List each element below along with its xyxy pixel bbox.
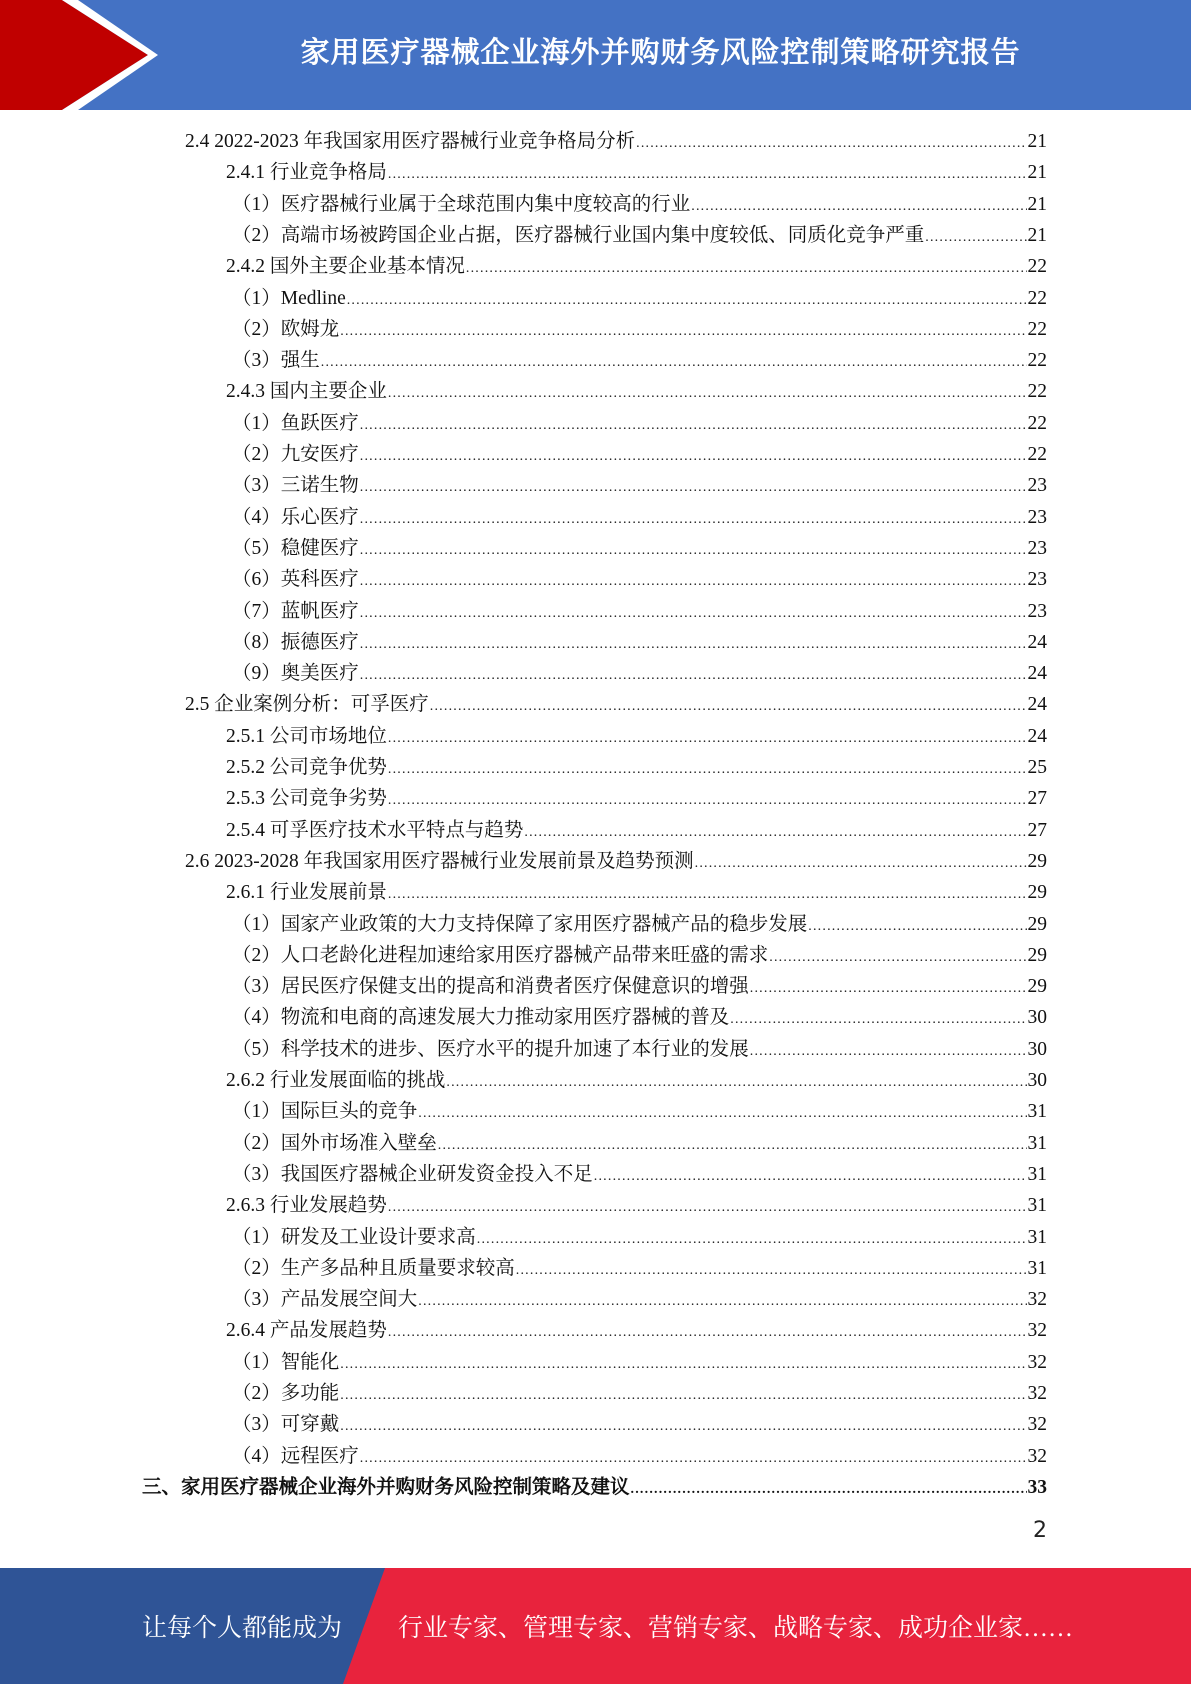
toc-entry-title: 2.5 企业案例分析：可孚医疗	[185, 694, 429, 716]
toc-entry-title: 2.6.4 产品发展趋势	[226, 1320, 387, 1342]
toc-entry[interactable]	[232, 408, 1047, 439]
toc-entry[interactable]	[232, 1159, 1047, 1190]
toc-entry-title: 2.5.1 公司市场地位	[226, 725, 387, 747]
toc-entry-title: 2.5.3 公司竞争劣势	[226, 788, 387, 810]
toc-entry-page: 31	[1027, 1163, 1047, 1185]
toc-entry-page: 25	[1027, 757, 1047, 778]
toc-dot-leader	[388, 1317, 1027, 1348]
toc-entry-page: 32	[1027, 1351, 1047, 1373]
toc-entry-page: 23	[1027, 569, 1047, 591]
toc-entry-title: 2.4 2022-2023 年我国家用医疗器械行业竞争格局分析	[185, 131, 636, 152]
toc-entry-title: 2.6 2023-2028 年我国家用医疗器械行业发展前景及趋势预测	[185, 850, 694, 872]
toc-entry[interactable]	[226, 157, 1047, 188]
toc-dot-leader	[516, 1255, 1027, 1286]
toc-entry-page: 23	[1027, 537, 1047, 559]
toc-dot-leader	[769, 942, 1026, 973]
toc-entry[interactable]	[232, 314, 1047, 345]
toc-dot-leader	[360, 566, 1027, 597]
toc-entry[interactable]	[232, 1002, 1047, 1033]
toc-entry-page: 27	[1027, 819, 1047, 841]
toc-entry[interactable]	[232, 283, 1047, 314]
toc-entry[interactable]	[226, 251, 1047, 282]
toc-entry[interactable]	[232, 658, 1047, 689]
page-footer	[0, 1568, 1191, 1684]
toc-entry[interactable]	[232, 627, 1047, 658]
toc-entry[interactable]	[232, 1441, 1047, 1472]
toc-entry-page: 23	[1027, 475, 1047, 497]
toc-entry-title: （3）居民医疗保健支出的提高和消费者医疗保健意识的增强	[232, 976, 749, 998]
toc-entry-page: 29	[1027, 976, 1047, 998]
toc-entry-title: （1）国际巨头的竞争	[232, 1101, 418, 1123]
toc-entry[interactable]	[226, 783, 1047, 814]
toc-entry-page: 21	[1027, 131, 1047, 152]
toc-entry-title: 2.4.1 行业竞争格局	[226, 162, 387, 184]
toc-entry-page: 32	[1027, 1289, 1047, 1311]
toc-entry[interactable]	[232, 909, 1047, 940]
toc-entry-title: （3）可穿戴	[232, 1414, 340, 1436]
toc-entry-page: 21	[1027, 193, 1047, 215]
toc-entry[interactable]	[232, 502, 1047, 533]
toc-entry[interactable]	[185, 126, 1047, 157]
toc-dot-leader	[695, 848, 1027, 879]
toc-dot-leader	[594, 1161, 1027, 1192]
toc-entry-title: （2）高端市场被跨国企业占据，医疗器械行业国内集中度较低、同质化竞争严重	[232, 224, 925, 246]
toc-dot-leader	[524, 817, 1026, 848]
toc-entry-title: （3）三诺生物	[232, 475, 359, 497]
toc-dot-leader	[388, 1192, 1027, 1223]
toc-entry[interactable]	[185, 689, 1047, 720]
toc-entry[interactable]	[232, 1347, 1047, 1378]
toc-entry[interactable]	[226, 1190, 1047, 1221]
toc-entry-page: 23	[1027, 506, 1047, 528]
toc-entry[interactable]	[232, 940, 1047, 971]
toc-entry-title: 2.4.3 国内主要企业	[226, 381, 387, 403]
toc-entry-title: （2）多功能	[232, 1383, 340, 1404]
toc-dot-leader	[360, 660, 1027, 691]
toc-entry-page: 27	[1027, 788, 1047, 810]
toc-entry[interactable]	[232, 1222, 1047, 1253]
toc-dot-leader	[636, 128, 1026, 159]
toc-entry-title: （1）智能化	[232, 1351, 340, 1373]
toc-entry-page: 33	[1027, 1476, 1047, 1498]
toc-entry-title: 2.6.2 行业发展面临的挑战	[226, 1070, 446, 1091]
toc-entry-title: （2）九安医疗	[232, 444, 359, 465]
toc-entry-page: 31	[1027, 1101, 1047, 1123]
toc-entry-page: 21	[1027, 162, 1047, 184]
toc-entry-page: 31	[1027, 1132, 1047, 1154]
toc-entry[interactable]	[232, 1284, 1047, 1315]
toc-dot-leader	[360, 598, 1027, 629]
toc-dot-leader	[388, 785, 1027, 816]
toc-entry-title: （6）英科医疗	[232, 569, 359, 591]
toc-dot-leader	[418, 1098, 1026, 1129]
toc-entry[interactable]	[232, 345, 1047, 376]
toc-entry-page: 22	[1027, 256, 1047, 278]
toc-dot-leader	[388, 378, 1027, 409]
toc-entry-page: 22	[1027, 318, 1047, 340]
toc-dot-leader	[340, 1349, 1026, 1380]
toc-entry-title: （8）振德医疗	[232, 631, 359, 653]
toc-dot-leader	[360, 441, 1027, 472]
toc-entry[interactable]	[232, 564, 1047, 595]
toc-entry-title: （2）生产多品种且质量要求较高	[232, 1257, 515, 1279]
toc-dot-leader	[388, 754, 1027, 785]
toc-entry-title: （4）乐心医疗	[232, 506, 359, 528]
toc-entry[interactable]	[226, 877, 1047, 908]
toc-dot-leader	[340, 1380, 1026, 1411]
toc-entry-page: 29	[1027, 913, 1047, 935]
toc-entry[interactable]	[232, 189, 1047, 220]
toc-dot-leader	[750, 973, 1027, 1004]
toc-dot-leader	[347, 285, 1027, 316]
toc-entry-title: （9）奥美医疗	[232, 663, 359, 685]
toc-entry-title: 2.6.3 行业发展趋势	[226, 1195, 387, 1217]
toc-entry[interactable]	[142, 1472, 1047, 1503]
toc-entry[interactable]	[232, 439, 1047, 470]
toc-entry-page: 32	[1027, 1320, 1047, 1342]
toc-dot-leader	[750, 1036, 1027, 1067]
toc-entry-title: （2）国外市场准入壁垒	[232, 1132, 437, 1154]
toc-entry[interactable]	[226, 1065, 1047, 1096]
toc-dot-leader	[321, 347, 1027, 378]
toc-entry-page: 24	[1027, 631, 1047, 653]
toc-dot-leader	[418, 1286, 1026, 1317]
toc-entry-title: （1）鱼跃医疗	[232, 412, 359, 434]
toc-entry-title: （2）欧姆龙	[232, 318, 340, 340]
toc-entry-title: 2.4.2 国外主要企业基本情况	[226, 256, 465, 278]
toc-entry-page: 32	[1027, 1383, 1047, 1404]
toc-entry-page: 31	[1027, 1257, 1047, 1279]
toc-entry[interactable]	[226, 1315, 1047, 1346]
toc-entry[interactable]	[185, 846, 1047, 877]
toc-entry[interactable]	[232, 1096, 1047, 1127]
toc-entry[interactable]	[232, 1253, 1047, 1284]
toc-entry-page: 31	[1027, 1195, 1047, 1217]
toc-entry-page: 31	[1027, 1226, 1047, 1248]
toc-entry-title: （2）人口老龄化进程加速给家用医疗器械产品带来旺盛的需求	[232, 944, 769, 966]
toc-entry[interactable]	[232, 470, 1047, 501]
toc-entry[interactable]	[232, 596, 1047, 627]
toc-entry[interactable]	[232, 1128, 1047, 1159]
toc-entry[interactable]	[226, 721, 1047, 752]
toc-entry[interactable]	[232, 1034, 1047, 1065]
toc-dot-leader	[340, 1411, 1026, 1442]
toc-dot-leader	[446, 1067, 1026, 1098]
footer-slogan-right: 行业专家、管理专家、营销专家、战略专家、成功企业家……	[398, 1615, 1074, 1642]
toc-entry[interactable]	[232, 1409, 1047, 1440]
toc-entry-page: 22	[1027, 412, 1047, 434]
toc-entry-page: 24	[1027, 694, 1047, 716]
toc-dot-leader	[360, 1443, 1027, 1474]
toc-entry[interactable]	[226, 376, 1047, 407]
toc-entry-title: （5）稳健医疗	[232, 537, 359, 559]
toc-entry-title: （5）科学技术的进步、医疗水平的提升加速了本行业的发展	[232, 1038, 749, 1060]
toc-entry-page: 30	[1027, 1007, 1047, 1029]
toc-entry-page: 32	[1027, 1445, 1047, 1467]
toc-entry-page: 22	[1027, 444, 1047, 465]
toc-entry-page: 22	[1027, 287, 1047, 309]
toc-dot-leader	[430, 691, 1027, 722]
toc-dot-leader	[360, 410, 1027, 441]
toc-dot-leader	[477, 1224, 1027, 1255]
footer-slogan-left: 让每个人都能成为	[142, 1615, 343, 1642]
toc-dot-leader	[388, 723, 1027, 754]
toc-entry-page: 30	[1027, 1070, 1047, 1091]
toc-entry[interactable]	[232, 220, 1047, 251]
toc-dot-leader	[466, 253, 1027, 284]
toc-entry-page: 29	[1027, 944, 1047, 966]
toc-entry[interactable]	[232, 533, 1047, 564]
toc-entry-page: 29	[1027, 882, 1047, 904]
toc-dot-leader	[360, 535, 1027, 566]
toc-dot-leader	[691, 191, 1026, 222]
toc-entry[interactable]	[226, 752, 1047, 783]
toc-dot-leader	[388, 879, 1027, 910]
toc-dot-leader	[360, 472, 1027, 503]
toc-dot-leader	[925, 222, 1026, 253]
toc-entry-page: 29	[1027, 850, 1047, 872]
toc-dot-leader	[438, 1130, 1027, 1161]
toc-entry-title: 三、家用医疗器械企业海外并购财务风险控制策略及建议	[142, 1476, 630, 1498]
toc-entry[interactable]	[232, 1378, 1047, 1409]
toc-dot-leader	[360, 629, 1027, 660]
toc-entry[interactable]	[232, 971, 1047, 1002]
page-header	[0, 0, 1191, 110]
toc-dot-leader	[388, 159, 1027, 190]
toc-entry-title: （1）国家产业政策的大力支持保障了家用医疗器械产品的稳步发展	[232, 913, 808, 935]
toc-entry-page: 23	[1027, 600, 1047, 622]
toc-entry-title: （7）蓝帆医疗	[232, 600, 359, 622]
toc-entry-title: （1）研发及工业设计要求高	[232, 1226, 476, 1248]
toc-entry-page: 24	[1027, 663, 1047, 685]
toc-entry-title: 2.6.1 行业发展前景	[226, 882, 387, 904]
toc-entry[interactable]	[226, 815, 1047, 846]
toc-dot-leader	[730, 1004, 1026, 1035]
toc-entry-title: （1）医疗器械行业属于全球范围内集中度较高的行业	[232, 193, 691, 215]
toc-dot-leader	[360, 504, 1027, 535]
toc-entry-title: （1）Medline	[232, 287, 346, 309]
toc-dot-leader	[631, 1474, 1027, 1505]
toc-entry-page: 30	[1027, 1038, 1047, 1060]
toc-entry-title: （3）产品发展空间大	[232, 1289, 418, 1311]
toc-entry-page: 32	[1027, 1414, 1047, 1436]
toc-entry-title: 2.5.2 公司竞争优势	[226, 757, 387, 778]
toc-entry-title: （4）物流和电商的高速发展大力推动家用医疗器械的普及	[232, 1007, 730, 1029]
toc-entry-title: （3）强生	[232, 350, 320, 372]
toc-entry-page: 24	[1027, 725, 1047, 747]
toc-entry-title: 2.5.4 可孚医疗技术水平特点与趋势	[226, 819, 524, 841]
toc-entry-title: （3）我国医疗器械企业研发资金投入不足	[232, 1163, 593, 1185]
document-title: 家用医疗器械企业海外并购财务风险控制策略研究报告	[300, 34, 1021, 69]
toc-entry-page: 21	[1027, 224, 1047, 246]
toc-dot-leader	[808, 911, 1026, 942]
toc-entry-page: 22	[1027, 381, 1047, 403]
toc-entry-title: （4）远程医疗	[232, 1445, 359, 1467]
toc-dot-leader	[340, 316, 1026, 347]
page-number: 2	[1033, 1518, 1047, 1543]
toc-entry-page: 22	[1027, 350, 1047, 372]
